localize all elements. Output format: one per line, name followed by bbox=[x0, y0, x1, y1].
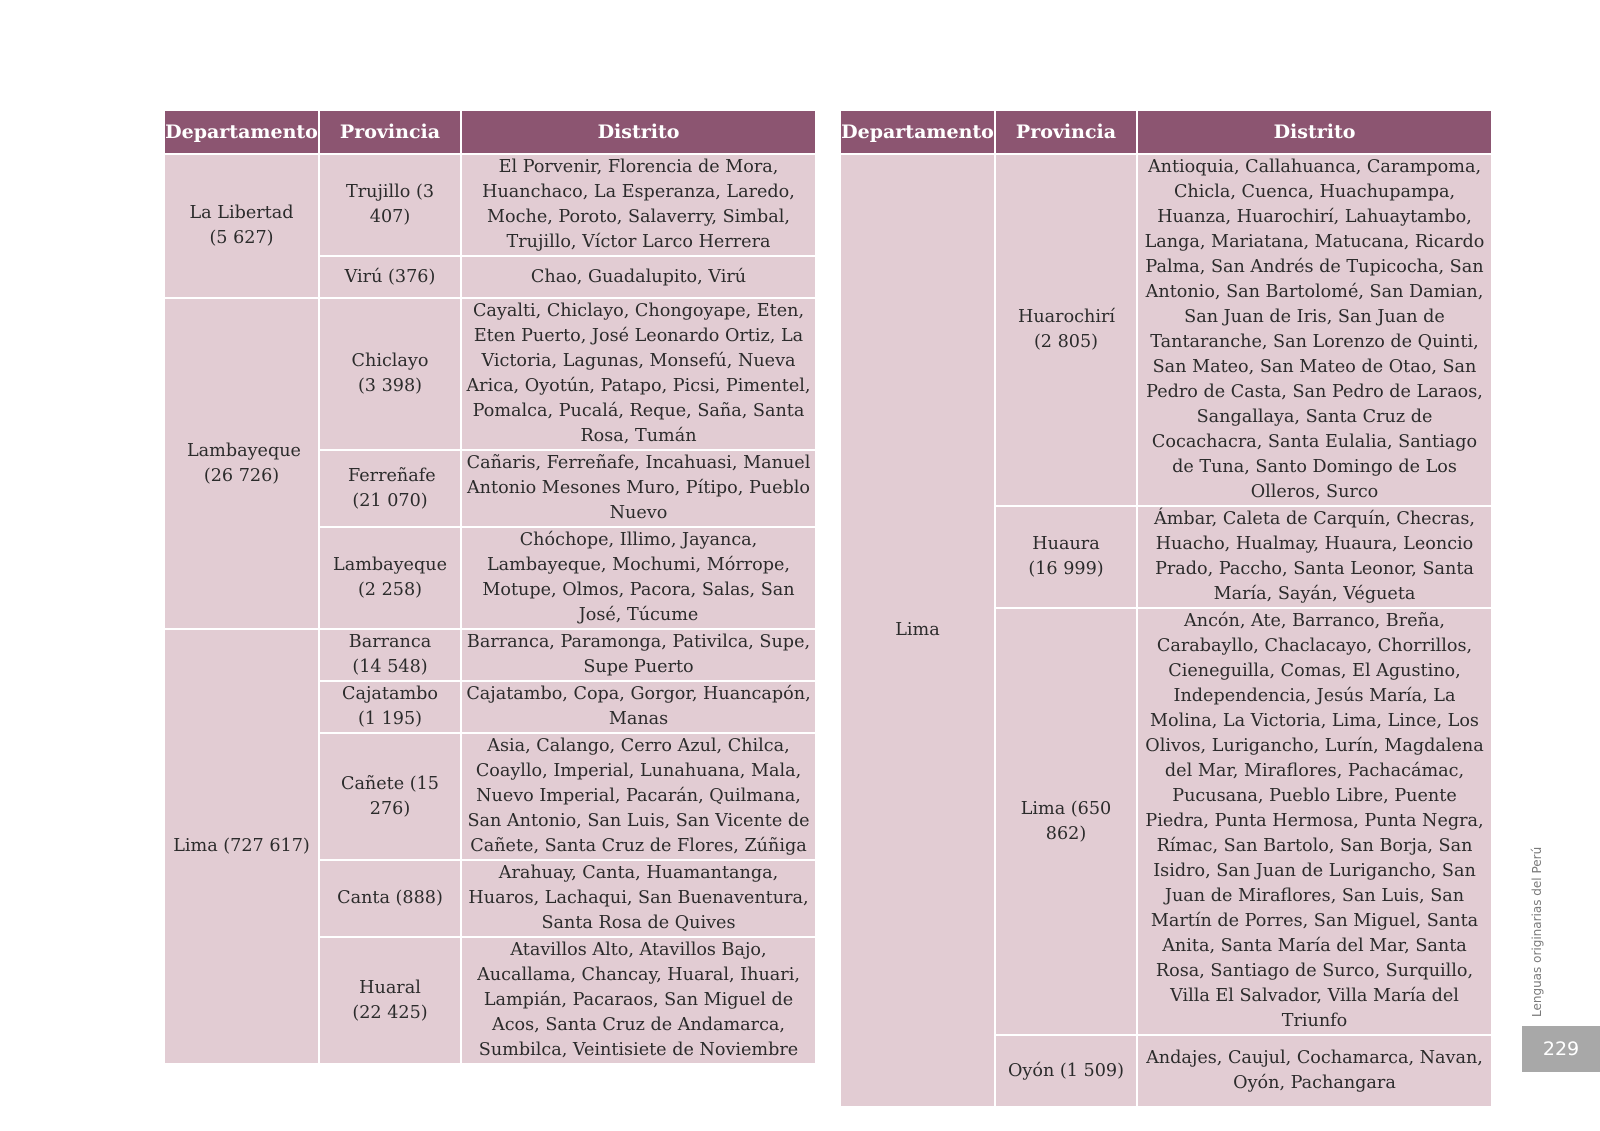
header-departamento: Departamento bbox=[164, 110, 319, 154]
provincia-cell: Huaral (22 425) bbox=[319, 937, 461, 1064]
provincia-cell: Lambayeque (2 258) bbox=[319, 527, 461, 629]
provincia-cell: Trujillo (3 407) bbox=[319, 154, 461, 256]
provincia-cell: Cañete (15 276) bbox=[319, 733, 461, 860]
table-row bbox=[164, 629, 816, 681]
distrito-cell: Cayalti, Chiclayo, Chongoyape, Eten, Eten Puerto, José Leonardo Ortiz, La Victoria, Lagunas, Monsefú, Nueva Arica, Oyotún, Patapo, Picsi, Pimentel, Pomalca, Pucalá, Reque, Saña, Santa Rosa, Tumán bbox=[461, 298, 816, 450]
provincia-cell: Cajatambo (1 195) bbox=[319, 681, 461, 733]
header-provincia: Provincia bbox=[995, 110, 1137, 154]
provincia-cell: Huaura (16 999) bbox=[995, 506, 1137, 608]
distrito-cell: Andajes, Caujul, Cochamarca, Navan, Oyón, Pachangara bbox=[1137, 1035, 1492, 1107]
header-row bbox=[164, 110, 816, 154]
right-table bbox=[839, 109, 1493, 1108]
provincia-cell: Virú (376) bbox=[319, 256, 461, 298]
departamento-cell: Lima (727 617) bbox=[164, 629, 319, 1064]
distrito-cell: El Porvenir, Florencia de Mora, Huanchaco, La Esperanza, Laredo, Moche, Poroto, Salaverry, Simbal, Trujillo, Víctor Larco Herrera bbox=[461, 154, 816, 256]
table-row bbox=[164, 298, 816, 450]
provincia-cell: Lima (650 862) bbox=[995, 608, 1137, 1035]
provincia-cell: Oyón (1 509) bbox=[995, 1035, 1137, 1107]
distrito-cell: Atavillos Alto, Atavillos Bajo, Aucallama, Chancay, Huaral, Ihuari, Lampián, Pacaraos, San Miguel de Acos, Santa Cruz de Andamarca, Sumbilca, Veintisiete de Noviembre bbox=[461, 937, 816, 1064]
departamento-cell: Lambayeque (26 726) bbox=[164, 298, 319, 629]
distrito-cell: Chóchope, Illimo, Jayanca, Lambayeque, Mochumi, Mórrope, Motupe, Olmos, Pacora, Salas, San José, Túcume bbox=[461, 527, 816, 629]
distrito-cell: Asia, Calango, Cerro Azul, Chilca, Coayllo, Imperial, Lunahuana, Mala, Nuevo Imperial, Pacarán, Quilmana, San Antonio, San Luis, San Vicente de Cañete, Santa Cruz de Flores, Zúñiga bbox=[461, 733, 816, 860]
header-row bbox=[840, 110, 1492, 154]
departamento-cell: Lima bbox=[840, 154, 995, 1107]
departamento-cell: La Libertad (5 627) bbox=[164, 154, 319, 298]
distrito-cell: Ámbar, Caleta de Carquín, Checras, Huacho, Hualmay, Huaura, Leoncio Prado, Paccho, Santa Leonor, Santa María, Sayán, Végueta bbox=[1137, 506, 1492, 608]
provincia-cell: Ferreñafe (21 070) bbox=[319, 450, 461, 527]
distrito-cell: Chao, Guadalupito, Virú bbox=[461, 256, 816, 298]
page-number: 229 bbox=[1522, 1026, 1600, 1072]
header-distrito: Distrito bbox=[461, 110, 816, 154]
provincia-cell: Huarochirí (2 805) bbox=[995, 154, 1137, 506]
header-distrito: Distrito bbox=[1137, 110, 1492, 154]
book-title-vertical: Lenguas originarias del Perú bbox=[1530, 846, 1544, 1017]
header-provincia: Provincia bbox=[319, 110, 461, 154]
distrito-cell: Cañaris, Ferreñafe, Incahuasi, Manuel Antonio Mesones Muro, Pítipo, Pueblo Nuevo bbox=[461, 450, 816, 527]
provincia-cell: Chiclayo (3 398) bbox=[319, 298, 461, 450]
distrito-cell: Barranca, Paramonga, Pativilca, Supe, Supe Puerto bbox=[461, 629, 816, 681]
distrito-cell: Antioquia, Callahuanca, Carampoma, Chicla, Cuenca, Huachupampa, Huanza, Huarochirí, Lahuaytambo, Langa, Mariatana, Matucana, Ricardo Palma, San Andrés de Tupicocha, San Antonio, San Bartolomé, San Damian, San Juan de Iris, San Juan de Tantaranche, San Lorenzo de Quinti, San Mateo, San Mateo de Otao, San Pedro de Casta, San Pedro de Laraos, Sangallaya, Santa Cruz de Cocachacra, Santa Eulalia, Santiago de Tuna, Santo Domingo de Los Olleros, Surco bbox=[1137, 154, 1492, 506]
table-row bbox=[164, 154, 816, 256]
distrito-cell: Cajatambo, Copa, Gorgor, Huancapón, Manas bbox=[461, 681, 816, 733]
provincia-cell: Barranca (14 548) bbox=[319, 629, 461, 681]
left-table bbox=[163, 109, 817, 1065]
provincia-cell: Canta (888) bbox=[319, 860, 461, 937]
distrito-cell: Ancón, Ate, Barranco, Breña, Carabayllo, Chaclacayo, Chorrillos, Cieneguilla, Comas, El Agustino, Independencia, Jesús María, La Molina, La Victoria, Lima, Lince, Los Olivos, Lurigancho, Lurín, Magdalena del Mar, Miraflores, Pachacámac, Pucusana, Pueblo Libre, Puente Piedra, Punta Hermosa, Punta Negra, Rímac, San Bartolo, San Borja, San Isidro, San Juan de Lurigancho, San Juan de Miraflores, San Luis, San Martín de Porres, San Miguel, Santa Anita, Santa María del Mar, Santa Rosa, Santiago de Surco, Surquillo, Villa El Salvador, Villa María del Triunfo bbox=[1137, 608, 1492, 1035]
header-departamento: Departamento bbox=[840, 110, 995, 154]
table-row bbox=[840, 154, 1492, 506]
distrito-cell: Arahuay, Canta, Huamantanga, Huaros, Lachaqui, San Buenaventura, Santa Rosa de Quives bbox=[461, 860, 816, 937]
